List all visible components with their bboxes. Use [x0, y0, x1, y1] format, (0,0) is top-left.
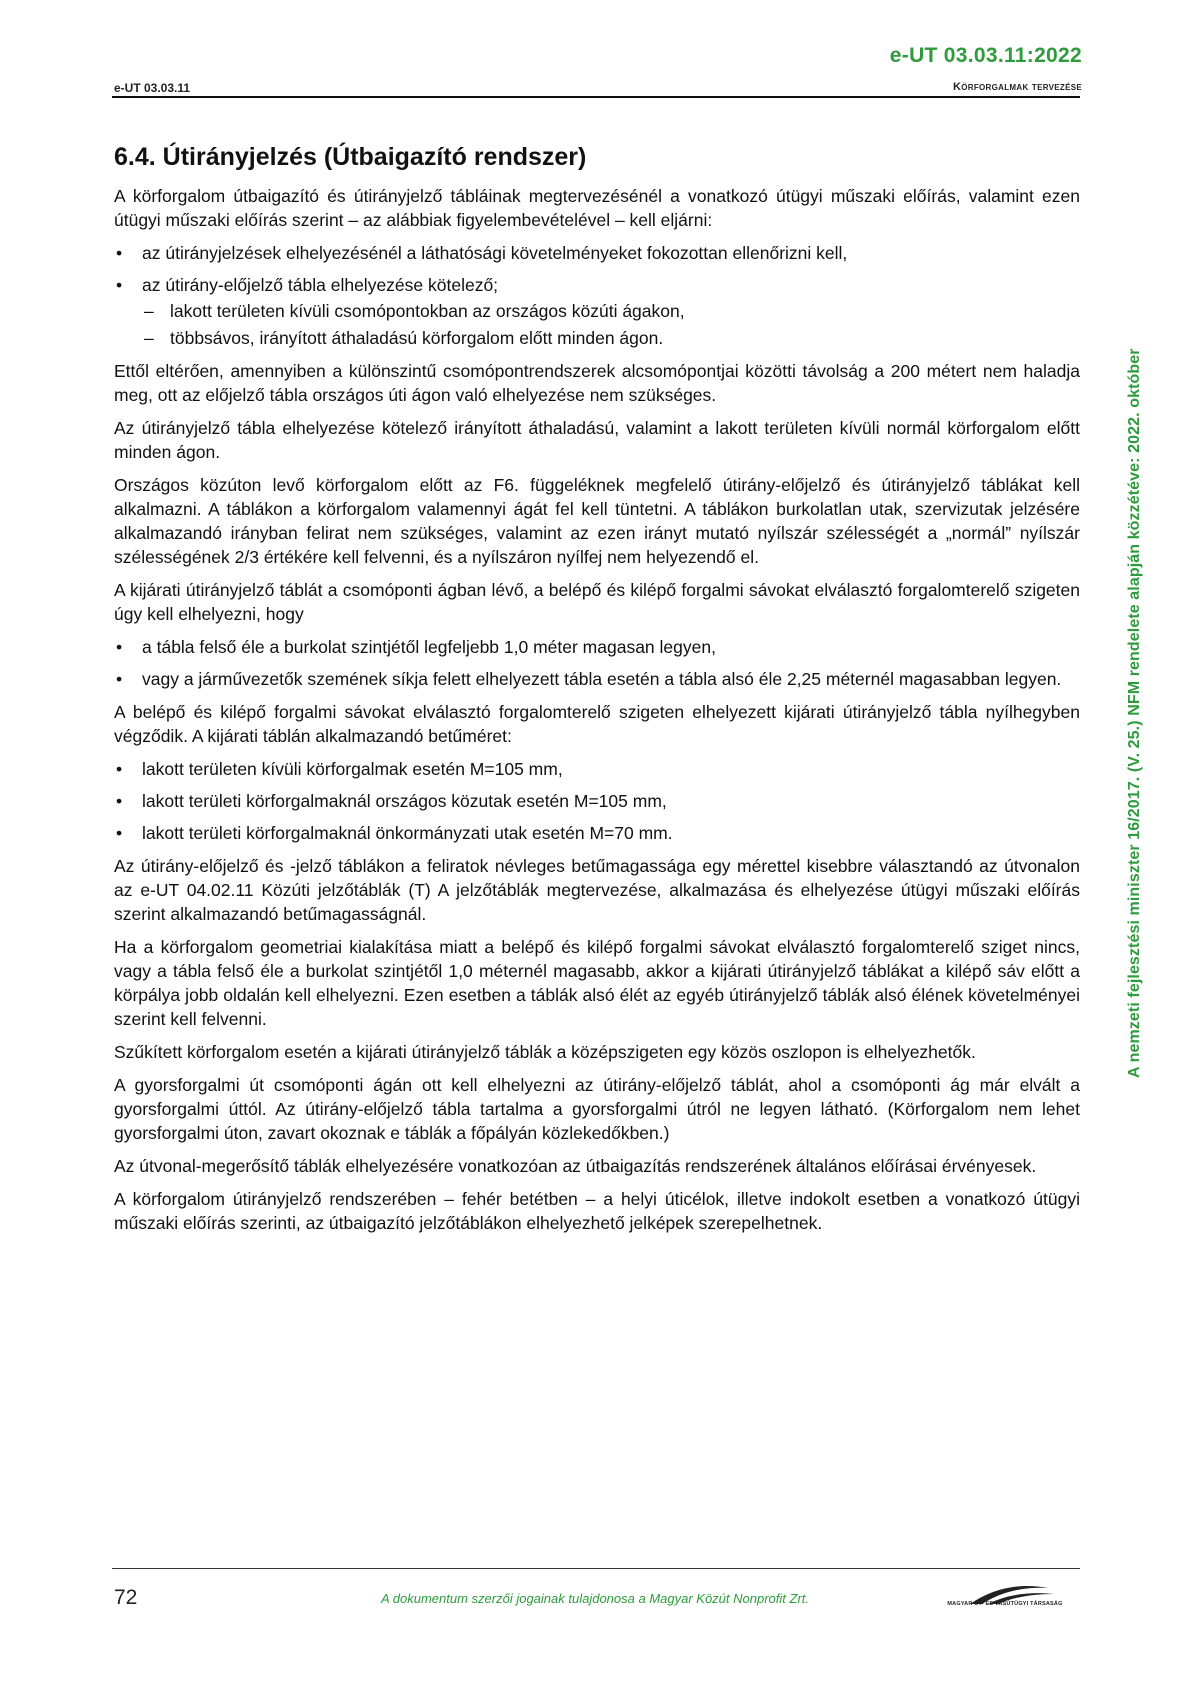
- paragraph: A belépő és kilépő forgalmi sávokat elválasztó forgalomterelő szigeten elhelyezett kijárati útirányjelző tábla nyílhegyben végződik. A kijárati táblán alkalmazandó betűméret:: [114, 702, 1080, 746]
- header-right-title: Körforgalmak tervezése: [952, 81, 1082, 93]
- paragraph: A kijárati útirányjelző táblát a csomóponti ágban lévő, a belépő és kilépő forgalmi sávokat elválasztó forgalomterelő szigeten úgy kell elhelyezni, hogy: [114, 580, 1080, 624]
- dash-list: [142, 299, 1080, 350]
- paragraph: Az útirányjelző tábla elhelyezése kötelező irányított áthaladású, valamint a lakott területen kívüli normál körforgalom előtt minden ágon.: [114, 418, 1080, 462]
- list-item-text: az útirány-előjelző tábla elhelyezése kötelező;: [142, 275, 499, 295]
- list-item-text: az útirányjelzések elhelyezésénél a láthatósági követelményeket fokozottan ellenőrizni kell,: [142, 243, 848, 263]
- bullet-list: [114, 635, 1080, 691]
- list-item: • lakott területi körforgalmaknál önkormányzati utak esetén M=70 mm.: [114, 821, 1080, 845]
- section-heading: 6.4. Útirányjelzés (Útbaigazító rendszer): [114, 143, 587, 171]
- paragraph: A körforgalom útbaigazító és útirányjelző tábláinak megtervezésénél a vonatkozó útügyi műszaki előírás, valamint ezen útügyi műszaki előírás szerint – az alábbiak figyelembevételével – kell eljárni:: [114, 186, 1080, 230]
- footer-divider: [112, 1568, 1080, 1569]
- bullet-list: [114, 241, 1080, 350]
- paragraph: A gyorsforgalmi út csomóponti ágán ott kell elhelyezni az útirány-előjelző táblát, ahol a csomóponti ág már elvált a gyorsforgalmi úttól. Az útirány-előjelző tábla tartalma a gyorsforgalmi útról ne legyen látható. (Körforgalom nem lehet gyorsforgalmi úton, zavart okoznak e táblák a főpályán közlekedőkben.): [114, 1075, 1080, 1143]
- document-code-title: e-UT 03.03.11:2022: [889, 44, 1082, 67]
- society-logo-text: MAGYAR ÚT- ÉS VASÚTÜGYI TÁRSASÁG: [947, 1601, 1063, 1607]
- paragraph: A körforgalom útirányjelző rendszerében – fehér betétben – a helyi úticélok, illetve indokolt esetben a vonatkozó útügyi műszaki előírás szerinti, az útbaigazító jelzőtáblákon elhelyezhető jelképek szerepelhetnek.: [114, 1189, 1080, 1233]
- paragraph: Ha a körforgalom geometriai kialakítása miatt a belépő és kilépő forgalmi sávokat elválasztó forgalomterelő sziget nincs, vagy a tábla felső éle a burkolat szintjétől 1,0 méternél magasabb, akkor a kijárati útirányjelző táblákat a kilépő sáv előtt a körpálya jobb oldalán kell elhelyezni. Ezen esetben a táblák alsó élét az egyéb útirányjelző táblák alsó élének követelményei szerint kell felvenni.: [114, 937, 1080, 1029]
- list-item: • a tábla felső éle a burkolat szintjétől legfeljebb 1,0 méter magasan legyen,: [114, 635, 1080, 659]
- paragraph: Az útvonal-megerősítő táblák elhelyezésére vonatkozóan az útbaigazítás rendszerének általános előírásai érvényesek.: [114, 1156, 1037, 1176]
- list-item: • lakott területi körforgalmaknál országos közutak esetén M=105 mm,: [114, 789, 1080, 813]
- page-content: [114, 140, 1080, 1244]
- bullet-list: [114, 757, 1080, 845]
- list-item: • vagy a járművezetők szemének síkja felett elhelyezett tábla esetén a tábla alsó éle 2,25 méternél magasabban legyen.: [114, 667, 1080, 691]
- header-left-code: e-UT 03.03.11: [114, 81, 191, 95]
- header-divider: [112, 96, 1080, 98]
- page-number: 72: [114, 1586, 138, 1609]
- list-item: [114, 273, 1080, 350]
- paragraph: Országos közúton levő körforgalom előtt az F6. függeléknek megfelelő útirány-előjelző és útirányjelző táblákat kell alkalmazni. A táblákon a körforgalom valamennyi ágát fel kell tüntetni. A táblákon burkolatlan utak, szervizutak jelzésére alkalmazandó irányban felirat nem szükséges, valamint az ezen irányt mutató nyílszár szélességét a „normál” nyílszár szélességének 2/3 értékére kell felvenni, és a nyílszáron nyílfej nem helyezendő el.: [114, 475, 1080, 567]
- list-item: [114, 241, 1080, 265]
- paragraph: Szűkített körforgalom esetén a kijárati útirányjelző táblák a középszigeten egy közös oszlopon is elhelyezhetők.: [114, 1042, 976, 1062]
- sub-list-item: – többsávos, irányított áthaladású körforgalom előtt minden ágon.: [142, 326, 1080, 350]
- footer-copyright: A dokumentum szerzői jogainak tulajdonosa a Magyar Közút Nonprofit Zrt.: [380, 1591, 809, 1606]
- paragraph: Ettől eltérően, amennyiben a különszintű csomópontrendszerek alcsomópontjai közötti távolság a 200 métert nem haladja meg, ott az előjelző tábla országos úti ágon való elhelyezése nem szükséges.: [114, 361, 1080, 405]
- sub-list-item: – lakott területen kívüli csomópontokban az országos közúti ágakon,: [142, 299, 1080, 323]
- list-item: • lakott területen kívüli körforgalmak esetén M=105 mm,: [114, 757, 1080, 781]
- paragraph: Az útirány-előjelző és -jelző táblákon a feliratok névleges betűmagassága egy mérettel kisebbre választandó az útvonalon az e-UT 04.02.11 Közúti jelzőtáblák (T) A jelzőtáblák megtervezése, alkalmazása és elhelyezése útügyi műszaki előírás szerint alkalmazandó betűmagasságnál.: [114, 856, 1080, 924]
- side-publication-note: A nemzeti fejlesztési miniszter 16/2017. (V. 25.) NFM rendelete alapján közzétéve: 2022. október: [1126, 348, 1143, 1078]
